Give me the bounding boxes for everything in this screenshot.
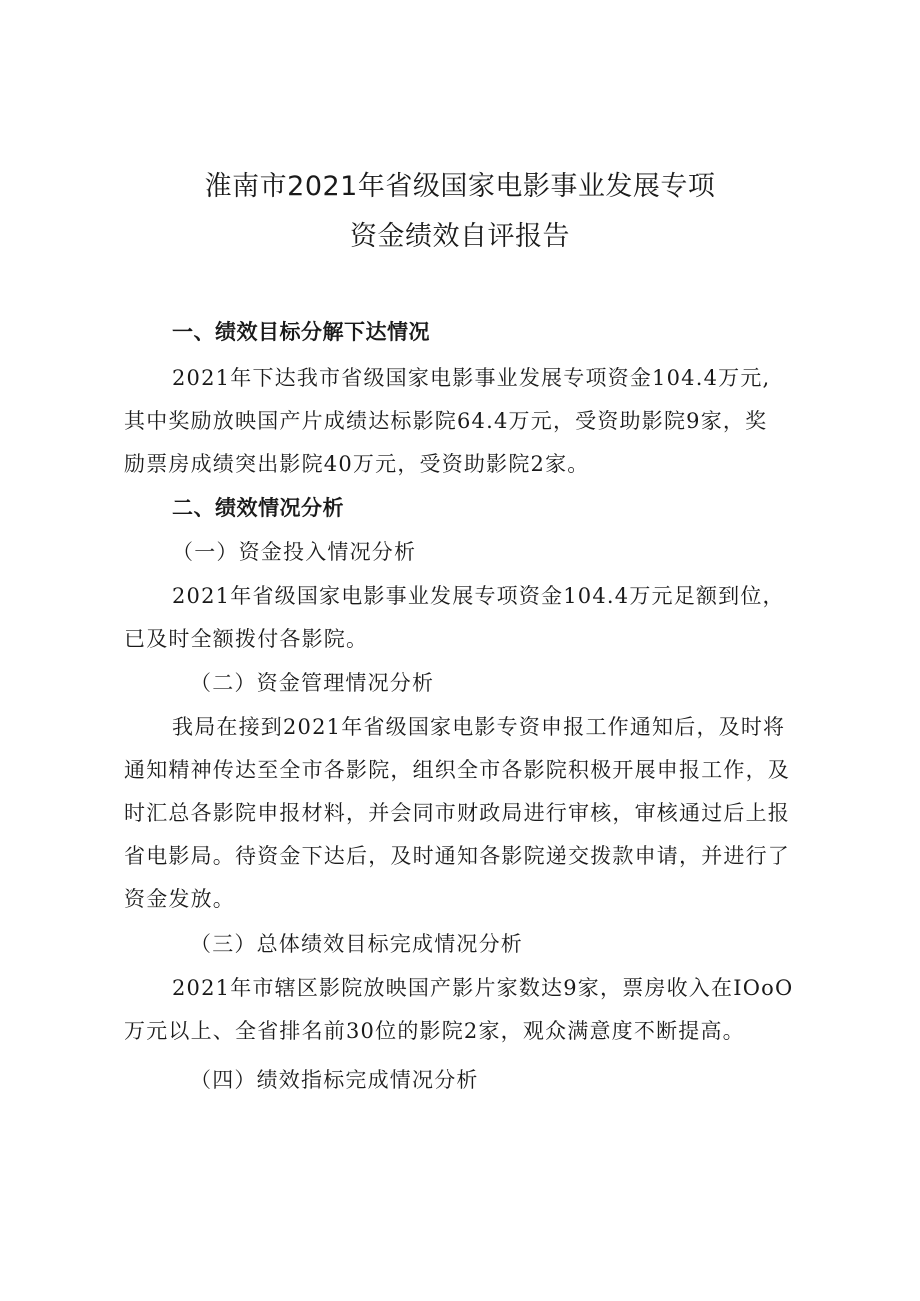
- paragraph-line: 我局在接到2021年省级国家电影专资申报工作通知后，及时将: [172, 715, 786, 739]
- subsection-heading-3: （三）总体绩效目标完成情况分析: [190, 932, 523, 956]
- paragraph-line: 2021年下达我市省级国家电影事业发展专项资金104.4万元,: [172, 366, 771, 390]
- paragraph-line: 资金发放。: [124, 887, 235, 911]
- report-title-line-2: 资金绩效自评报告: [350, 221, 570, 252]
- paragraph-line: 其中奖励放映国产片成绩达标影院64.4万元，受资助影院9家，奖: [124, 409, 768, 433]
- subsection-heading-2: （二）资金管理情况分析: [190, 671, 435, 695]
- paragraph-line: 已及时全额拨付各影院。: [124, 627, 369, 651]
- subsection-heading-4: （四）绩效指标完成情况分析: [190, 1068, 479, 1092]
- paragraph-line: 励票房成绩突出影院40万元，受资助影院2家。: [124, 452, 590, 476]
- paragraph-line: 2021年市辖区影院放映国产影片家数达9家，票房收入在IOoO: [172, 976, 794, 1000]
- paragraph-line: 通知精神传达至全市各影院，组织全市各影院积极开展申报工作，及: [124, 758, 790, 782]
- paragraph-line: 时汇总各影院申报材料，并会同市财政局进行审核，审核通过后上报: [124, 801, 790, 825]
- paragraph-line: 万元以上、全省排名前30位的影院2家，观众满意度不断提高。: [124, 1019, 745, 1043]
- paragraph-line: 2021年省级国家电影事业发展专项资金104.4万元足额到位，: [172, 584, 785, 608]
- section-heading-1: 一、绩效目标分解下达情况: [172, 320, 430, 344]
- report-title-line-1: 淮南市2021年省级国家电影事业发展专项: [204, 171, 716, 202]
- paragraph-line: 省电影局。待资金下达后，及时通知各影院递交拨款申请，并进行了: [124, 844, 790, 868]
- subsection-heading-1: （一）资金投入情况分析: [172, 540, 417, 564]
- section-heading-2: 二、绩效情况分析: [172, 496, 344, 520]
